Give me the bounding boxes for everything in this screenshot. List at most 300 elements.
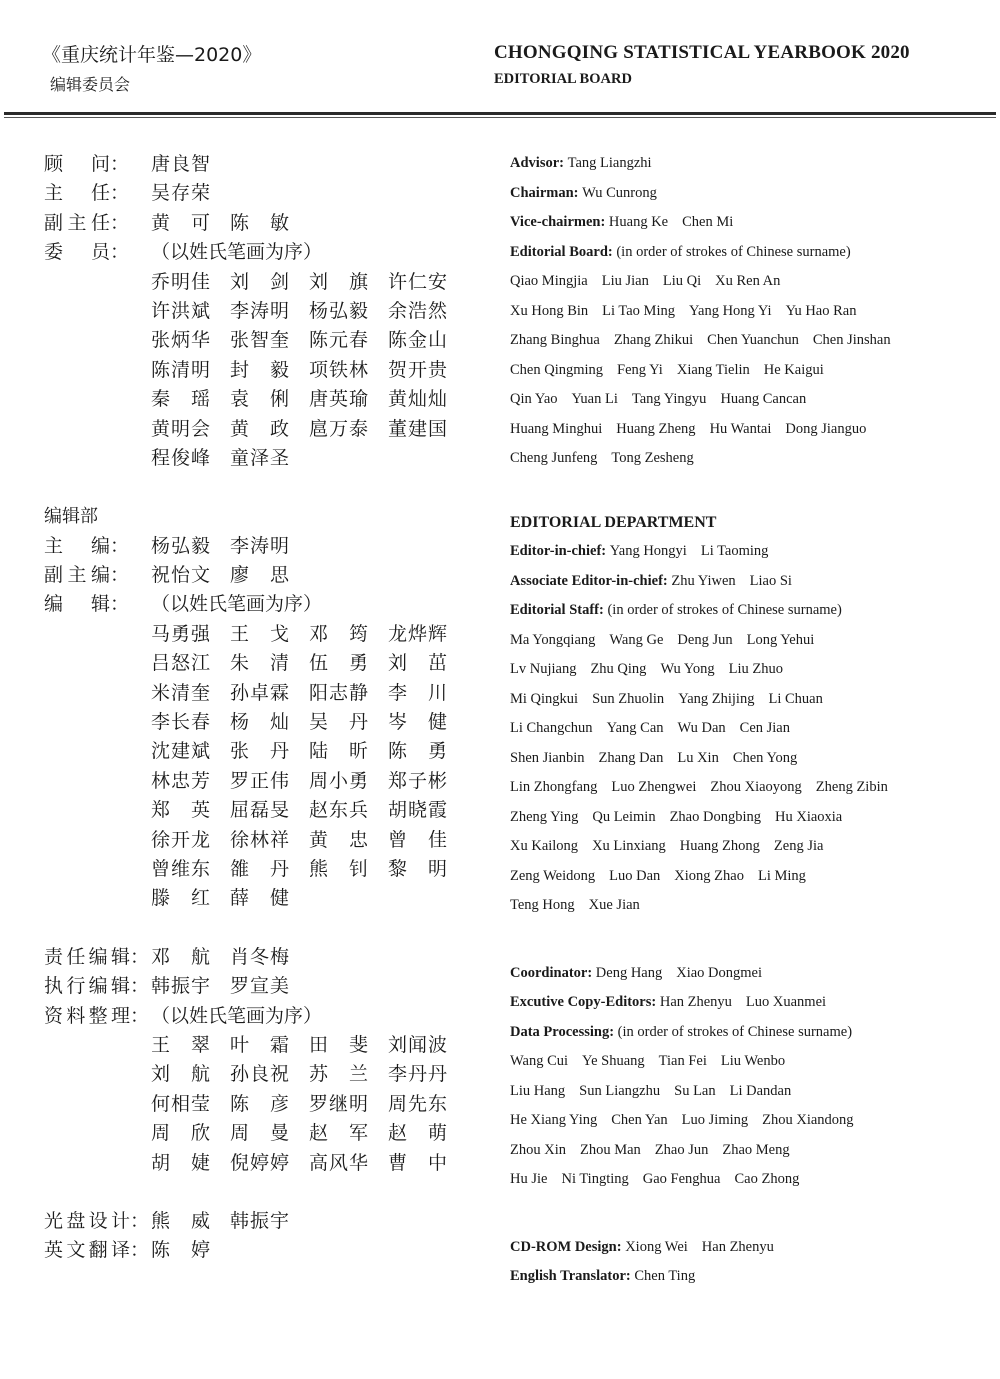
cn-label (44, 943, 151, 972)
cn-name-text-char: 张 (230, 740, 250, 763)
cn-name-text-char: 中 (427, 1151, 447, 1174)
cn-name-text (388, 708, 447, 737)
cn-name-text-char: 曾 (151, 857, 171, 880)
cn-label (44, 444, 151, 473)
cn-row (44, 767, 464, 796)
en-person-name: Zeng Jia (773, 838, 824, 854)
cn-person-name (230, 1090, 309, 1119)
cn-name-text-char: 泽 (249, 446, 269, 469)
cn-name-text-char: 王 (151, 1033, 171, 1056)
cn-name-text-char: 唐 (309, 388, 329, 411)
en-person-name: Gao Fenghua (642, 1171, 721, 1187)
cn-name-text-char: 茁 (427, 652, 447, 675)
cn-name-text-char: 小 (328, 769, 348, 792)
cn-person-name (309, 767, 388, 796)
cn-person-name (230, 297, 309, 326)
cn-name-text (230, 209, 289, 238)
cn-person-name (151, 826, 230, 855)
cn-name-text-char: 钊 (348, 857, 368, 880)
en-person-name: Li Ming (757, 867, 806, 884)
cn-name-text-char: 萌 (427, 1122, 447, 1145)
en-person-name: Yang Zhijing (678, 690, 755, 707)
cn-person-name (151, 1207, 230, 1236)
cn-name-text-char: 佳 (190, 270, 210, 293)
cn-name-text-char: 许 (151, 299, 171, 322)
cn-name-text (309, 1119, 368, 1148)
cn-name-text-char: 叶 (230, 1033, 250, 1056)
en-person-name: Tian Fei (658, 1053, 707, 1069)
cn-name-text (309, 1149, 368, 1178)
cn-person-name (309, 415, 388, 444)
en-row (510, 326, 990, 356)
cn-name-text-char: 吕 (151, 652, 171, 675)
en-person-name: Yuan Li (571, 391, 618, 407)
cn-person-name (388, 767, 467, 796)
cn-person-name (230, 532, 309, 561)
en-row (510, 1136, 990, 1166)
en-row (510, 297, 990, 327)
spacer (44, 914, 464, 943)
cn-label-text-char: 顾 (44, 153, 64, 175)
en-row (510, 179, 990, 209)
cn-name-text-char: 祝 (269, 1063, 289, 1086)
cn-name-text (151, 1060, 210, 1089)
en-person-name: Ni Tingting (561, 1171, 629, 1187)
cn-name-text-char: 黄 (309, 828, 329, 851)
cn-name-text-char: 苏 (309, 1063, 329, 1086)
cn-name-text (309, 855, 368, 884)
en-person-name: Huang Zheng (616, 420, 696, 437)
cn-name-text-char: 赵 (388, 1122, 408, 1145)
cn-name-text-char: 肖 (230, 945, 250, 968)
cn-row (44, 326, 464, 355)
cn-label (44, 972, 151, 1001)
en-row (510, 1165, 990, 1195)
cn-name-text (230, 679, 289, 708)
en-person-name: Chen Ting (634, 1268, 696, 1284)
cn-person-name (309, 649, 388, 678)
cn-label (44, 209, 151, 238)
cn-name-text-char: 英 (190, 799, 210, 822)
cn-label-text-char: 委 (44, 241, 64, 264)
en-row (510, 744, 990, 774)
cn-label-text-char: 翻 (88, 1239, 108, 1262)
cn-name-text-char: 罗 (309, 1092, 329, 1115)
en-label: Editor-in-chief: (510, 543, 607, 559)
en-person-name: Xiong Wei (625, 1238, 688, 1255)
en-person-name: Yang Can (606, 720, 664, 736)
cn-name-text-char: 正 (249, 769, 269, 792)
cn-name-text (309, 1060, 368, 1089)
en-row (510, 832, 990, 862)
cn-person-name (388, 620, 467, 649)
cn-person-name (151, 1060, 230, 1089)
cn-label (44, 1149, 151, 1178)
cn-label-colon: ： (130, 945, 150, 968)
cn-person-name (388, 649, 467, 678)
cn-label-text-char: 责 (44, 945, 64, 968)
cn-person-name (230, 561, 309, 590)
cn-person-name (309, 1119, 388, 1148)
cn-name-text (230, 826, 289, 855)
cn-name-text-char: 董 (388, 417, 408, 440)
cn-label-text-char: 副 (44, 211, 64, 234)
cn-name-text (388, 326, 447, 355)
cn-label-text-char: 编 (90, 534, 110, 557)
cn-person-name (309, 1031, 388, 1060)
cn-label-text-char: 任 (90, 182, 110, 205)
cn-name-text (230, 1090, 289, 1119)
cn-name-text-char: 倪 (230, 1151, 250, 1174)
cn-name-text-char: 胡 (388, 799, 408, 822)
cn-name-text-char: 刘 (309, 270, 329, 293)
cn-label-text-char: 料 (66, 1004, 86, 1027)
en-person-name: Zhou Man (579, 1141, 641, 1158)
cn-name-text-char: 许 (388, 270, 408, 293)
cn-name-text-char: 祥 (269, 828, 289, 851)
en-person-name: Teng Hong (510, 897, 575, 913)
cn-person-name (230, 708, 309, 737)
cn-name-text-char: 洪 (170, 299, 190, 322)
en-row (510, 567, 990, 597)
cn-name-text (151, 1031, 210, 1060)
cn-label (44, 179, 151, 208)
cn-name-text-char: 周 (230, 1122, 250, 1145)
cn-name-text-char: 旗 (348, 270, 368, 293)
cn-name-text-char: 丹 (269, 740, 289, 763)
cn-dept-heading: 编辑部 (44, 506, 98, 528)
spacer (510, 474, 990, 508)
cn-label (44, 737, 151, 766)
en-label: Vice-chairmen: (510, 214, 606, 230)
cn-name-text-char: 斌 (190, 740, 210, 763)
cn-name-text-char: 龙 (190, 828, 210, 851)
cn-name-text-char: 闻 (407, 1033, 427, 1056)
cn-name-text (151, 150, 210, 179)
cn-name-text-char: 徐 (230, 828, 250, 851)
cn-name-text-char: 赵 (309, 1122, 329, 1145)
cn-name-text-char: 冬 (249, 945, 269, 968)
en-person-name: Cen Jian (739, 720, 790, 736)
cn-person-name (151, 649, 230, 678)
cn-person-name (388, 1119, 467, 1148)
cn-row (44, 679, 464, 708)
cn-name-text (388, 356, 447, 385)
en-person-name: Yu Hao Ran (785, 302, 857, 319)
cn-name-text-char: 戈 (269, 622, 289, 645)
en-person-name: Huang Ke (608, 214, 669, 230)
cn-name-text-char: 林 (348, 358, 368, 381)
cn-name-text-char: 东 (190, 857, 210, 880)
cn-name-text (230, 884, 289, 913)
cn-name-text-char: 强 (190, 622, 210, 645)
en-person-name: Zhu Yiwen (671, 572, 736, 589)
cn-name-text-char: 杨 (309, 299, 329, 322)
cn-name-text (151, 209, 210, 238)
cn-name-text-char: 孙 (230, 1063, 250, 1086)
cn-person-name (230, 884, 309, 913)
cn-name-text-char: 忠 (348, 828, 368, 851)
cn-label-text-char: 译 (110, 1239, 130, 1262)
cn-row (44, 150, 464, 179)
en-row (510, 444, 990, 474)
cn-design-section (44, 1207, 464, 1266)
cn-name-text-char: 马 (151, 622, 171, 645)
cn-name-text-char: 华 (190, 329, 210, 352)
cn-name-text (230, 1060, 289, 1089)
cn-name-text-char: 红 (190, 887, 210, 910)
en-person-name: Zhao Meng (722, 1141, 790, 1158)
en-person-name: Zhu Qing (590, 661, 647, 677)
cn-person-name (151, 385, 230, 414)
cn-name-text-char: 卓 (249, 681, 269, 704)
cn-name-text-char: 元 (328, 329, 348, 352)
spacer (44, 1178, 464, 1207)
cn-label-text (44, 238, 110, 267)
cn-label (44, 561, 151, 590)
cn-label-text-char: 员 (90, 241, 110, 264)
cn-name-text-char: 罗 (230, 769, 250, 792)
cn-name-text-char: 明 (269, 299, 289, 322)
cn-name-text (151, 444, 210, 473)
cn-name-text-char: 毅 (269, 358, 289, 381)
cn-name-text-char: 丹 (407, 1063, 427, 1086)
cn-name-text-char: 胡 (151, 1151, 171, 1174)
cn-name-text-char: 欣 (190, 1122, 210, 1145)
en-person-name: Huang Cancan (720, 391, 807, 407)
cn-name-text (388, 796, 447, 825)
cn-label (44, 796, 151, 825)
en-person-name: Zhang Zhikui (613, 332, 694, 348)
en-row (510, 685, 990, 715)
cn-name-text-char: 陈 (230, 1092, 250, 1115)
cn-name-text-char: 开 (170, 828, 190, 851)
cn-person-name (151, 415, 230, 444)
cn-name-text-char: 金 (407, 329, 427, 352)
en-person-name: Huang Zhong (679, 838, 760, 854)
cn-name-text (230, 796, 289, 825)
cn-name-text-char: 翠 (190, 1033, 210, 1056)
cn-name-text-char: 陈 (388, 740, 408, 763)
en-person-name: Zheng Zibin (815, 779, 888, 795)
cn-label-colon: ： (110, 534, 130, 557)
cn-person-name (230, 1060, 309, 1089)
cn-label-text-char: 编 (90, 564, 110, 587)
cn-name-text-char: 子 (407, 769, 427, 792)
en-person-name: Qin Yao (510, 391, 558, 407)
cn-label-text (44, 590, 110, 619)
en-person-name: Lv Nujiang (510, 661, 577, 677)
en-person-name: Qu Leimin (592, 808, 656, 825)
cn-label (44, 1236, 151, 1265)
en-person-name: Zhou Xiandong (762, 1112, 854, 1128)
cn-row (44, 649, 464, 678)
en-person-name: Lu Xin (677, 749, 719, 766)
cn-name-text-char: 屈 (230, 799, 250, 822)
cn-label (44, 297, 151, 326)
cn-name-text-char: 霞 (427, 799, 447, 822)
en-label: CD-ROM Design: (510, 1238, 622, 1255)
en-person-name: Li Dandan (729, 1082, 792, 1099)
cn-name-text (230, 444, 289, 473)
en-person-name: Zheng Ying (510, 808, 579, 825)
cn-name-text-char: 国 (427, 417, 447, 440)
en-row (510, 1047, 990, 1077)
cn-name-text (230, 532, 289, 561)
cn-name-text-char: 明 (348, 1092, 368, 1115)
cn-person-name (388, 796, 467, 825)
cn-person-name (230, 1149, 309, 1178)
cn-label-colon: ： (110, 593, 130, 616)
cn-name-text-char: 吴 (309, 711, 329, 734)
cn-name-text-char: 瑜 (348, 388, 368, 411)
cn-name-text-char: 宣 (249, 975, 269, 998)
en-row (510, 714, 990, 744)
cn-label-colon: ： (110, 241, 130, 264)
cn-board-section (44, 150, 464, 473)
cn-name-text (309, 356, 368, 385)
cn-person-name (309, 855, 388, 884)
en-person-name: Tong Zesheng (611, 450, 694, 466)
header-en-subtitle: EDITORIAL BOARD (494, 71, 632, 87)
cn-person-name (230, 737, 309, 766)
cn-name-text (309, 385, 368, 414)
cn-person-name (230, 1031, 309, 1060)
cn-name-text-char: 建 (407, 417, 427, 440)
cn-name-text-char: 怒 (170, 652, 190, 675)
cn-person-name (230, 209, 309, 238)
cn-label-colon: ： (110, 564, 130, 587)
cn-name-text-char: 滕 (151, 887, 171, 910)
cn-name-text-char: 霖 (269, 681, 289, 704)
cn-label-text-char: 光 (44, 1209, 64, 1232)
cn-name-text-char: 剑 (269, 270, 289, 293)
cn-label (44, 415, 151, 444)
en-row (510, 1018, 990, 1048)
cn-name-text-char: 灿 (407, 388, 427, 411)
cn-name-text-char: 弘 (328, 299, 348, 322)
en-person-name: Chen Yuanchun (707, 332, 799, 348)
cn-label-colon: ： (130, 1004, 150, 1027)
en-person-name: Chen Yan (611, 1112, 668, 1128)
cn-person-name (309, 1149, 388, 1178)
cn-label-text (44, 561, 110, 590)
cn-name-text-char: 梅 (269, 945, 289, 968)
cn-name-text-char: 郑 (151, 799, 171, 822)
cn-name-text-char: 龙 (388, 622, 408, 645)
cn-name-text (230, 297, 289, 326)
cn-label (44, 1002, 151, 1031)
cn-person-name (230, 444, 309, 473)
cn-name-text-char: 忠 (170, 769, 190, 792)
en-person-name: Luo Xuanmei (745, 994, 827, 1010)
cn-label (44, 268, 151, 297)
cn-person-name (230, 679, 309, 708)
cn-name-text (151, 385, 210, 414)
cn-person-name (151, 737, 230, 766)
cn-label-text-char: 文 (66, 1239, 86, 1262)
cn-name-text-char: 封 (230, 358, 250, 381)
cn-name-text (151, 179, 210, 208)
cn-label (44, 1119, 151, 1148)
cn-name-text (151, 796, 210, 825)
cn-name-text-char: 陈 (230, 211, 250, 234)
en-row (510, 149, 990, 179)
en-person-name: Zhang Binghua (510, 332, 600, 348)
en-note: (in order of strokes of Chinese surname) (616, 243, 851, 260)
en-person-name: Liu Zhuo (728, 661, 784, 677)
cn-name-text-char: 智 (190, 153, 210, 175)
cn-name-text-char: 程 (151, 446, 171, 469)
cn-name-text-char: 航 (190, 945, 210, 968)
cn-name-text-char: 丹 (269, 857, 289, 880)
cn-label-text (44, 1207, 130, 1236)
cn-name-text (388, 826, 447, 855)
en-row (510, 862, 990, 892)
cn-name-text-char: 维 (170, 857, 190, 880)
en-person-name: Long Yehui (746, 631, 815, 648)
cn-row (44, 1207, 464, 1236)
cn-name-text (151, 679, 210, 708)
cn-person-name (309, 297, 388, 326)
en-board-section (510, 149, 990, 474)
cn-name-text-char: 辉 (427, 622, 447, 645)
cn-person-name (388, 826, 467, 855)
cn-name-text (309, 796, 368, 825)
cn-label (44, 679, 151, 708)
cn-name-text-char: 陈 (309, 329, 329, 352)
en-person-name: Liu Hang (510, 1082, 566, 1099)
cn-name-text (151, 708, 210, 737)
cn-person-name (309, 356, 388, 385)
en-person-name: Chen Jinshan (812, 332, 891, 348)
cn-person-name (309, 679, 388, 708)
en-person-name: Luo Dan (609, 867, 661, 884)
cn-name-text-char: 浩 (407, 299, 427, 322)
cn-name-text (388, 767, 447, 796)
cn-row (44, 590, 464, 619)
cn-label (44, 884, 151, 913)
en-person-name: Zhao Jun (654, 1141, 709, 1158)
cn-name-text (388, 620, 447, 649)
cn-name-text-char: 曹 (388, 1151, 408, 1174)
cn-label (44, 767, 151, 796)
cn-person-name (309, 737, 388, 766)
cn-name-text (230, 415, 289, 444)
cn-row (44, 972, 464, 1001)
cn-name-text-char: 明 (170, 270, 190, 293)
cn-label-text-char: 编 (88, 975, 108, 998)
cn-name-text (230, 972, 289, 1001)
cn-name-text-char: 田 (309, 1033, 329, 1056)
cn-person-name (151, 1090, 230, 1119)
cn-name-text-char: 峰 (190, 446, 210, 469)
cn-row (44, 268, 464, 297)
cn-person-name (230, 943, 309, 972)
en-row (510, 803, 990, 833)
cn-person-name (230, 796, 309, 825)
en-person-name: Liu Jian (601, 273, 649, 289)
cn-row (44, 855, 464, 884)
cn-label-text-char: 编 (44, 593, 64, 616)
cn-name-text-char: 黄 (230, 417, 250, 440)
cn-name-text-char: 勇 (170, 622, 190, 645)
cn-name-text (388, 1090, 447, 1119)
cn-name-text-char: 周 (388, 1092, 408, 1115)
en-row (510, 356, 990, 386)
en-person-name: Feng Yi (617, 361, 663, 378)
en-person-name: He Xiang Ying (510, 1112, 598, 1128)
